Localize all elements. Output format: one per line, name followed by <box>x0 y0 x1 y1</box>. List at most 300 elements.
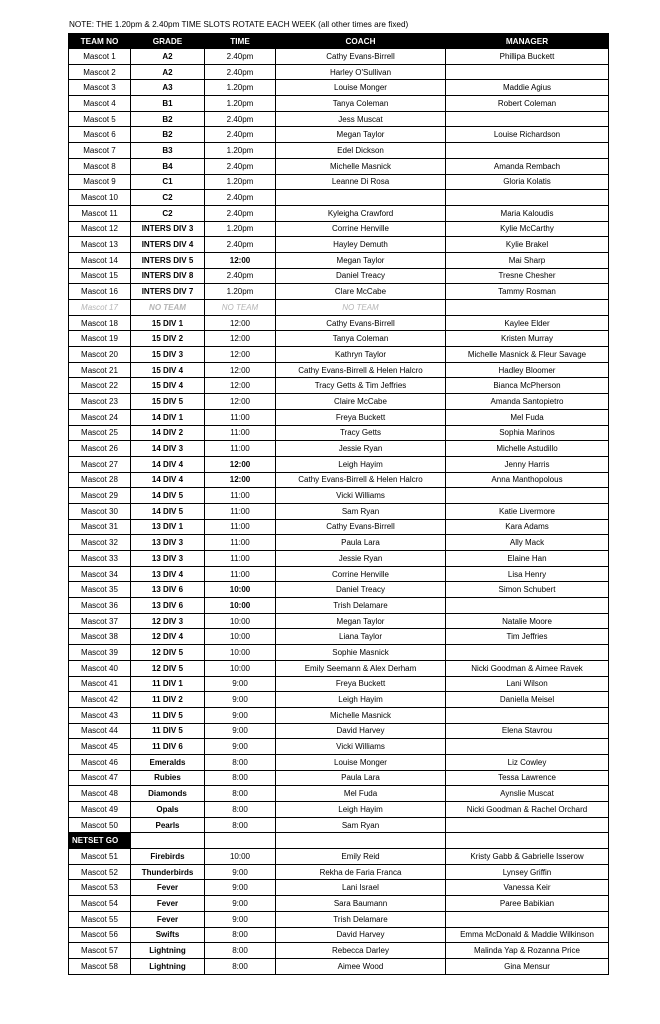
team-cell: Mascot 48 <box>69 786 131 802</box>
time-cell: 12:00 <box>205 378 276 394</box>
team-cell: Mascot 9 <box>69 174 131 190</box>
coach-cell: Mel Fuda <box>276 786 446 802</box>
manager-cell: Daniella Meisel <box>446 692 609 708</box>
table-row <box>69 205 609 221</box>
manager-cell: Michelle Astudillo <box>446 441 609 457</box>
time-cell: 2.40pm <box>205 111 276 127</box>
team-cell: Mascot 50 <box>69 817 131 833</box>
coach-cell: Rebecca Darley <box>276 943 446 959</box>
schedule-note: NOTE: THE 1.20pm & 2.40pm TIME SLOTS ROTATE EACH WEEK (all other times are fixed) <box>69 20 409 29</box>
grade-cell: 13 DIV 4 <box>131 566 205 582</box>
team-cell: Mascot 39 <box>69 645 131 661</box>
team-schedule-table <box>68 33 609 975</box>
time-cell: 2.40pm <box>205 205 276 221</box>
grade-cell: 14 DIV 5 <box>131 503 205 519</box>
time-cell: 1.20pm <box>205 80 276 96</box>
time-cell: 2.40pm <box>205 158 276 174</box>
grade-cell: INTERS DIV 3 <box>131 221 205 237</box>
coach-cell: Paula Lara <box>276 770 446 786</box>
manager-cell: Amanda Santopietro <box>446 394 609 410</box>
table-row <box>69 739 609 755</box>
time-cell: 8:00 <box>205 754 276 770</box>
grade-cell: 15 DIV 2 <box>131 331 205 347</box>
time-cell: 8:00 <box>205 927 276 943</box>
grade-cell: Thunderbirds <box>131 864 205 880</box>
grade-cell: 14 DIV 4 <box>131 456 205 472</box>
table-row <box>69 896 609 912</box>
table-row <box>69 347 609 363</box>
grade-cell: 14 DIV 2 <box>131 425 205 441</box>
coach-cell: Harley O'Sullivan <box>276 64 446 80</box>
time-cell: 9:00 <box>205 676 276 692</box>
grade-cell: B2 <box>131 127 205 143</box>
time-cell: 11:00 <box>205 488 276 504</box>
table-row <box>69 456 609 472</box>
table-row <box>69 158 609 174</box>
table-row <box>69 221 609 237</box>
coach-cell: Freya Buckett <box>276 676 446 692</box>
manager-cell: Gloria Kolatis <box>446 174 609 190</box>
manager-cell <box>446 488 609 504</box>
table-row <box>69 645 609 661</box>
grade-cell: 15 DIV 3 <box>131 347 205 363</box>
team-cell: Mascot 54 <box>69 896 131 912</box>
header-coach: COACH <box>276 34 446 49</box>
table-row <box>69 613 609 629</box>
team-cell: Mascot 37 <box>69 613 131 629</box>
manager-cell: Paree Babikian <box>446 896 609 912</box>
table-row <box>69 911 609 927</box>
table-row <box>69 927 609 943</box>
time-cell: 10:00 <box>205 613 276 629</box>
manager-cell: Bianca McPherson <box>446 378 609 394</box>
team-cell: Mascot 44 <box>69 723 131 739</box>
manager-cell: Maddie Agius <box>446 80 609 96</box>
table-row <box>69 378 609 394</box>
table-row <box>69 598 609 614</box>
grade-cell: Emeralds <box>131 754 205 770</box>
header-manager: MANAGER <box>446 34 609 49</box>
manager-cell: Malinda Yap & Rozanna Price <box>446 943 609 959</box>
grade-cell: 15 DIV 4 <box>131 362 205 378</box>
manager-cell: Kylie Brakel <box>446 237 609 253</box>
manager-cell: Emma McDonald & Maddie Wilkinson <box>446 927 609 943</box>
table-row <box>69 441 609 457</box>
time-cell: 12:00 <box>205 315 276 331</box>
section-label: NETSET GO <box>69 833 131 849</box>
team-cell: Mascot 34 <box>69 566 131 582</box>
table-row <box>69 425 609 441</box>
time-cell: 12:00 <box>205 252 276 268</box>
manager-cell <box>446 817 609 833</box>
team-cell: Mascot 46 <box>69 754 131 770</box>
grade-cell: 15 DIV 5 <box>131 394 205 410</box>
grade-cell: INTERS DIV 5 <box>131 252 205 268</box>
time-cell: 8:00 <box>205 786 276 802</box>
table-row <box>69 707 609 723</box>
team-cell: Mascot 10 <box>69 190 131 206</box>
time-cell: 9:00 <box>205 911 276 927</box>
table-row <box>69 331 609 347</box>
table-row <box>69 268 609 284</box>
grade-cell: 12 DIV 5 <box>131 660 205 676</box>
grade-cell: 13 DIV 6 <box>131 582 205 598</box>
coach-cell: Megan Taylor <box>276 252 446 268</box>
team-cell: Mascot 24 <box>69 409 131 425</box>
team-cell: Mascot 36 <box>69 598 131 614</box>
manager-cell: Simon Schubert <box>446 582 609 598</box>
coach-cell: Megan Taylor <box>276 613 446 629</box>
time-cell: 2.40pm <box>205 127 276 143</box>
manager-cell <box>446 598 609 614</box>
grade-cell: 12 DIV 5 <box>131 645 205 661</box>
manager-cell: Kristy Gabb & Gabrielle Isserow <box>446 849 609 865</box>
manager-cell: Jenny Harris <box>446 456 609 472</box>
team-cell: Mascot 4 <box>69 96 131 112</box>
time-cell: 10:00 <box>205 849 276 865</box>
manager-cell: Tresne Chesher <box>446 268 609 284</box>
team-cell: Mascot 56 <box>69 927 131 943</box>
coach-cell: David Harvey <box>276 927 446 943</box>
table-row <box>69 582 609 598</box>
team-cell: Mascot 12 <box>69 221 131 237</box>
grade-cell: 14 DIV 3 <box>131 441 205 457</box>
grade-cell: 11 DIV 1 <box>131 676 205 692</box>
manager-cell: Lisa Henry <box>446 566 609 582</box>
table-row <box>69 409 609 425</box>
team-cell: Mascot 8 <box>69 158 131 174</box>
manager-cell: Anna Manthopolous <box>446 472 609 488</box>
coach-cell: Leigh Hayim <box>276 692 446 708</box>
manager-cell <box>446 190 609 206</box>
coach-cell: Lani Israel <box>276 880 446 896</box>
manager-cell: Gina Mensur <box>446 958 609 974</box>
time-cell: 11:00 <box>205 409 276 425</box>
table-row <box>69 692 609 708</box>
table-row <box>69 190 609 206</box>
time-cell: 9:00 <box>205 692 276 708</box>
grade-cell: NO TEAM <box>131 300 205 316</box>
table-row <box>69 786 609 802</box>
grade-cell: B1 <box>131 96 205 112</box>
table-row <box>69 284 609 300</box>
coach-cell: Megan Taylor <box>276 127 446 143</box>
manager-cell: Mai Sharp <box>446 252 609 268</box>
table-row <box>69 864 609 880</box>
table-row <box>69 64 609 80</box>
coach-cell: Paula Lara <box>276 535 446 551</box>
team-cell: Mascot 33 <box>69 551 131 567</box>
table-row <box>69 802 609 818</box>
manager-cell: Natalie Moore <box>446 613 609 629</box>
manager-cell: Ally Mack <box>446 535 609 551</box>
team-cell: Mascot 5 <box>69 111 131 127</box>
time-cell: 11:00 <box>205 519 276 535</box>
coach-cell: Louise Monger <box>276 754 446 770</box>
coach-cell: David Harvey <box>276 723 446 739</box>
team-cell: Mascot 42 <box>69 692 131 708</box>
time-cell: 2.40pm <box>205 268 276 284</box>
coach-cell: Tanya Coleman <box>276 96 446 112</box>
time-cell: 9:00 <box>205 707 276 723</box>
time-cell: 11:00 <box>205 566 276 582</box>
time-cell: 2.40pm <box>205 190 276 206</box>
time-cell: 11:00 <box>205 551 276 567</box>
header-grade: GRADE <box>131 34 205 49</box>
coach-cell: Freya Buckett <box>276 409 446 425</box>
team-cell: Mascot 6 <box>69 127 131 143</box>
grade-cell: C2 <box>131 205 205 221</box>
team-cell: Mascot 40 <box>69 660 131 676</box>
coach-cell: Tanya Coleman <box>276 331 446 347</box>
table-row <box>69 300 609 316</box>
coach-cell: Tracy Getts & Tim Jeffries <box>276 378 446 394</box>
time-cell: 8:00 <box>205 958 276 974</box>
manager-cell: Tammy Rosman <box>446 284 609 300</box>
team-cell: Mascot 41 <box>69 676 131 692</box>
time-cell: 12:00 <box>205 456 276 472</box>
grade-cell: Swifts <box>131 927 205 943</box>
grade-cell: 12 DIV 4 <box>131 629 205 645</box>
grade-cell: 11 DIV 2 <box>131 692 205 708</box>
grade-cell: C2 <box>131 190 205 206</box>
team-cell: Mascot 31 <box>69 519 131 535</box>
manager-cell: Vanessa Keir <box>446 880 609 896</box>
coach-cell: Leigh Hayim <box>276 802 446 818</box>
time-cell: 12:00 <box>205 347 276 363</box>
time-cell: 12:00 <box>205 331 276 347</box>
grade-cell: Lightning <box>131 958 205 974</box>
time-cell: 11:00 <box>205 425 276 441</box>
time-cell: 2.40pm <box>205 49 276 65</box>
grade-cell: 13 DIV 3 <box>131 535 205 551</box>
team-cell: Mascot 23 <box>69 394 131 410</box>
empty-cell <box>205 833 276 849</box>
grade-cell: INTERS DIV 8 <box>131 268 205 284</box>
manager-cell: Lynsey Griffin <box>446 864 609 880</box>
grade-cell: 14 DIV 5 <box>131 488 205 504</box>
team-cell: Mascot 3 <box>69 80 131 96</box>
grade-cell: B3 <box>131 143 205 159</box>
table-row <box>69 754 609 770</box>
time-cell: NO TEAM <box>205 300 276 316</box>
time-cell: 9:00 <box>205 739 276 755</box>
coach-cell: Cathy Evans-Birrell & Helen Halcro <box>276 362 446 378</box>
grade-cell: 11 DIV 5 <box>131 707 205 723</box>
table-row <box>69 770 609 786</box>
coach-cell: Tracy Getts <box>276 425 446 441</box>
table-row <box>69 111 609 127</box>
table-row <box>69 958 609 974</box>
coach-cell: Louise Monger <box>276 80 446 96</box>
time-cell: 10:00 <box>205 582 276 598</box>
table-row <box>69 362 609 378</box>
time-cell: 12:00 <box>205 472 276 488</box>
coach-cell: Corrine Henville <box>276 566 446 582</box>
table-row <box>69 237 609 253</box>
team-cell: Mascot 14 <box>69 252 131 268</box>
grade-cell: Fever <box>131 911 205 927</box>
grade-cell: 14 DIV 1 <box>131 409 205 425</box>
table-row <box>69 535 609 551</box>
team-cell: Mascot 35 <box>69 582 131 598</box>
team-cell: Mascot 57 <box>69 943 131 959</box>
coach-cell: Sam Ryan <box>276 503 446 519</box>
table-row <box>69 519 609 535</box>
grade-cell: 15 DIV 4 <box>131 378 205 394</box>
empty-cell <box>131 833 205 849</box>
coach-cell: Clare McCabe <box>276 284 446 300</box>
time-cell: 1.20pm <box>205 143 276 159</box>
table-row <box>69 49 609 65</box>
manager-cell <box>446 64 609 80</box>
team-cell: Mascot 38 <box>69 629 131 645</box>
coach-cell: Emily Seemann & Alex Derham <box>276 660 446 676</box>
manager-cell: Mel Fuda <box>446 409 609 425</box>
team-cell: Mascot 19 <box>69 331 131 347</box>
empty-cell <box>276 833 446 849</box>
manager-cell: Elena Stavrou <box>446 723 609 739</box>
table-row <box>69 143 609 159</box>
manager-cell <box>446 739 609 755</box>
coach-cell: Rekha de Faria Franca <box>276 864 446 880</box>
team-cell: Mascot 2 <box>69 64 131 80</box>
time-cell: 8:00 <box>205 817 276 833</box>
time-cell: 9:00 <box>205 864 276 880</box>
team-cell: Mascot 18 <box>69 315 131 331</box>
manager-cell <box>446 911 609 927</box>
manager-cell: Kylie McCarthy <box>446 221 609 237</box>
table-body <box>69 49 609 975</box>
table-row <box>69 849 609 865</box>
manager-cell: Elaine Han <box>446 551 609 567</box>
coach-cell: Leanne Di Rosa <box>276 174 446 190</box>
table-row <box>69 676 609 692</box>
manager-cell: Lani Wilson <box>446 676 609 692</box>
table-row <box>69 880 609 896</box>
section-row <box>69 833 609 849</box>
grade-cell: 11 DIV 5 <box>131 723 205 739</box>
time-cell: 8:00 <box>205 770 276 786</box>
time-cell: 12:00 <box>205 362 276 378</box>
manager-cell: Kara Adams <box>446 519 609 535</box>
manager-cell: Sophia Marinos <box>446 425 609 441</box>
team-cell: Mascot 27 <box>69 456 131 472</box>
coach-cell: Cathy Evans-Birrell & Helen Halcro <box>276 472 446 488</box>
grade-cell: 13 DIV 3 <box>131 551 205 567</box>
time-cell: 2.40pm <box>205 237 276 253</box>
table-row <box>69 660 609 676</box>
team-cell: Mascot 15 <box>69 268 131 284</box>
team-cell: Mascot 25 <box>69 425 131 441</box>
table-row <box>69 80 609 96</box>
time-cell: 11:00 <box>205 441 276 457</box>
coach-cell: Kyleigha Crawford <box>276 205 446 221</box>
manager-cell: Maria Kaloudis <box>446 205 609 221</box>
grade-cell: A2 <box>131 64 205 80</box>
coach-cell: Cathy Evans-Birrell <box>276 49 446 65</box>
team-cell: Mascot 45 <box>69 739 131 755</box>
time-cell: 12:00 <box>205 394 276 410</box>
grade-cell: 15 DIV 1 <box>131 315 205 331</box>
coach-cell: Leigh Hayim <box>276 456 446 472</box>
coach-cell: Trish Delamare <box>276 911 446 927</box>
team-cell: Mascot 7 <box>69 143 131 159</box>
grade-cell: B4 <box>131 158 205 174</box>
time-cell: 2.40pm <box>205 64 276 80</box>
header-team-no: TEAM NO <box>69 34 131 49</box>
header-time: TIME <box>205 34 276 49</box>
team-cell: Mascot 29 <box>69 488 131 504</box>
time-cell: 8:00 <box>205 943 276 959</box>
table-row <box>69 629 609 645</box>
manager-cell: Amanda Rembach <box>446 158 609 174</box>
grade-cell: B2 <box>131 111 205 127</box>
grade-cell: 13 DIV 1 <box>131 519 205 535</box>
manager-cell: Aynslie Muscat <box>446 786 609 802</box>
coach-cell: Hayley Demuth <box>276 237 446 253</box>
team-cell: Mascot 55 <box>69 911 131 927</box>
manager-cell: Phillipa Buckett <box>446 49 609 65</box>
manager-cell <box>446 143 609 159</box>
table-row <box>69 174 609 190</box>
coach-cell: Vicki Williams <box>276 488 446 504</box>
grade-cell: INTERS DIV 7 <box>131 284 205 300</box>
time-cell: 10:00 <box>205 598 276 614</box>
manager-cell: Nicki Goodman & Rachel Orchard <box>446 802 609 818</box>
coach-cell: Cathy Evans-Birrell <box>276 315 446 331</box>
table-row <box>69 315 609 331</box>
team-cell: Mascot 32 <box>69 535 131 551</box>
team-cell: Mascot 52 <box>69 864 131 880</box>
empty-cell <box>446 833 609 849</box>
grade-cell: 12 DIV 3 <box>131 613 205 629</box>
time-cell: 1.20pm <box>205 96 276 112</box>
manager-cell: Tessa Lawrence <box>446 770 609 786</box>
table-header-row <box>69 34 609 49</box>
manager-cell: Nicki Goodman & Aimee Ravek <box>446 660 609 676</box>
team-cell: Mascot 53 <box>69 880 131 896</box>
grade-cell: A3 <box>131 80 205 96</box>
coach-cell: Daniel Treacy <box>276 582 446 598</box>
time-cell: 10:00 <box>205 660 276 676</box>
time-cell: 11:00 <box>205 503 276 519</box>
table-row <box>69 817 609 833</box>
team-cell: Mascot 47 <box>69 770 131 786</box>
time-cell: 10:00 <box>205 645 276 661</box>
coach-cell: Liana Taylor <box>276 629 446 645</box>
grade-cell: A2 <box>131 49 205 65</box>
coach-cell: Kathryn Taylor <box>276 347 446 363</box>
coach-cell: Claire McCabe <box>276 394 446 410</box>
team-cell: Mascot 13 <box>69 237 131 253</box>
manager-cell: Liz Cowley <box>446 754 609 770</box>
grade-cell: Diamonds <box>131 786 205 802</box>
team-cell: Mascot 22 <box>69 378 131 394</box>
coach-cell: Aimee Wood <box>276 958 446 974</box>
table-row <box>69 503 609 519</box>
time-cell: 11:00 <box>205 535 276 551</box>
grade-cell: Lightning <box>131 943 205 959</box>
time-cell: 9:00 <box>205 880 276 896</box>
team-cell: Mascot 26 <box>69 441 131 457</box>
team-cell: Mascot 30 <box>69 503 131 519</box>
manager-cell: Robert Coleman <box>446 96 609 112</box>
team-cell: Mascot 20 <box>69 347 131 363</box>
manager-cell <box>446 111 609 127</box>
manager-cell: Kristen Murray <box>446 331 609 347</box>
coach-cell: Sophie Masnick <box>276 645 446 661</box>
